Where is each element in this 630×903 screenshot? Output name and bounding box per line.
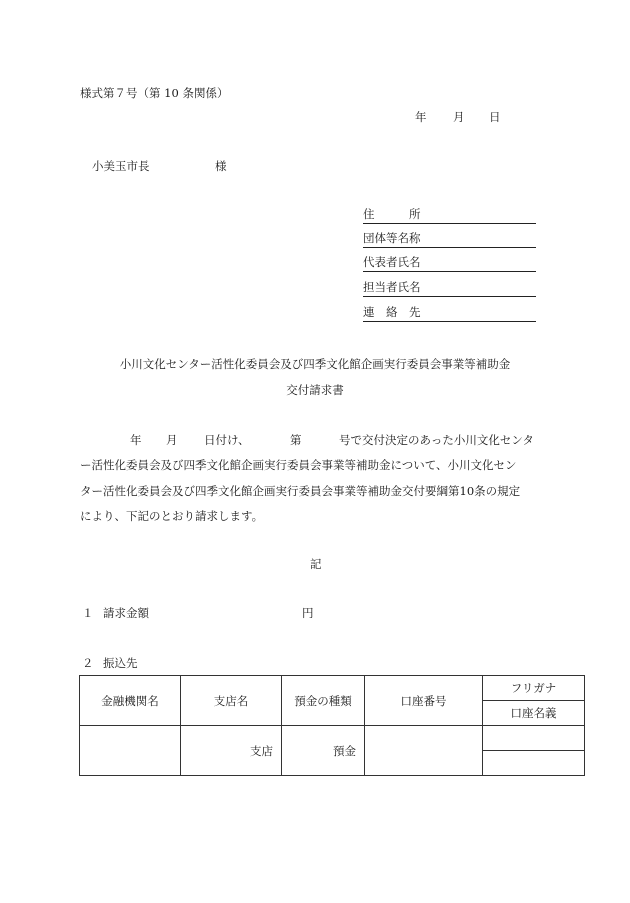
- addressee-name: 小美玉市長: [92, 159, 150, 173]
- header-deposit-type: 預金の種類: [282, 676, 365, 726]
- date-day: 日: [489, 110, 501, 124]
- representative-name-field[interactable]: 代表者氏名: [363, 255, 536, 272]
- title-line1: 小川文化センター活性化委員会及び四季文化館企画実行委員会事業等補助金: [119, 357, 511, 371]
- account-name-cell[interactable]: [483, 751, 585, 776]
- account-number-cell[interactable]: [365, 726, 483, 776]
- contact-person-field[interactable]: 担当者氏名: [363, 280, 536, 297]
- bank-table: [79, 675, 585, 776]
- ki-heading: 記: [310, 557, 322, 571]
- header-account-name: 口座名義: [483, 701, 585, 726]
- organization-name-field[interactable]: 団体等名称: [363, 231, 536, 248]
- furigana-cell[interactable]: [483, 726, 585, 751]
- address-field[interactable]: 住 所: [363, 207, 536, 224]
- deposit-type-cell[interactable]: 預金: [282, 726, 365, 776]
- contact-info-field[interactable]: 連 絡 先: [363, 305, 536, 322]
- header-branch: 支店名: [181, 676, 282, 726]
- form-number: 様式第７号（第 10 条関係）: [80, 86, 229, 100]
- title-line2: 交付請求書: [286, 383, 344, 397]
- date-month: 月: [453, 110, 465, 124]
- header-bank: 金融機関名: [80, 676, 181, 726]
- bank-name-cell[interactable]: [80, 726, 181, 776]
- date-year: 年: [415, 110, 427, 124]
- branch-cell[interactable]: 支店: [181, 726, 282, 776]
- addressee-honorific: 様: [215, 159, 227, 173]
- header-furigana: フリガナ: [483, 676, 585, 701]
- header-account-number: 口座番号: [365, 676, 483, 726]
